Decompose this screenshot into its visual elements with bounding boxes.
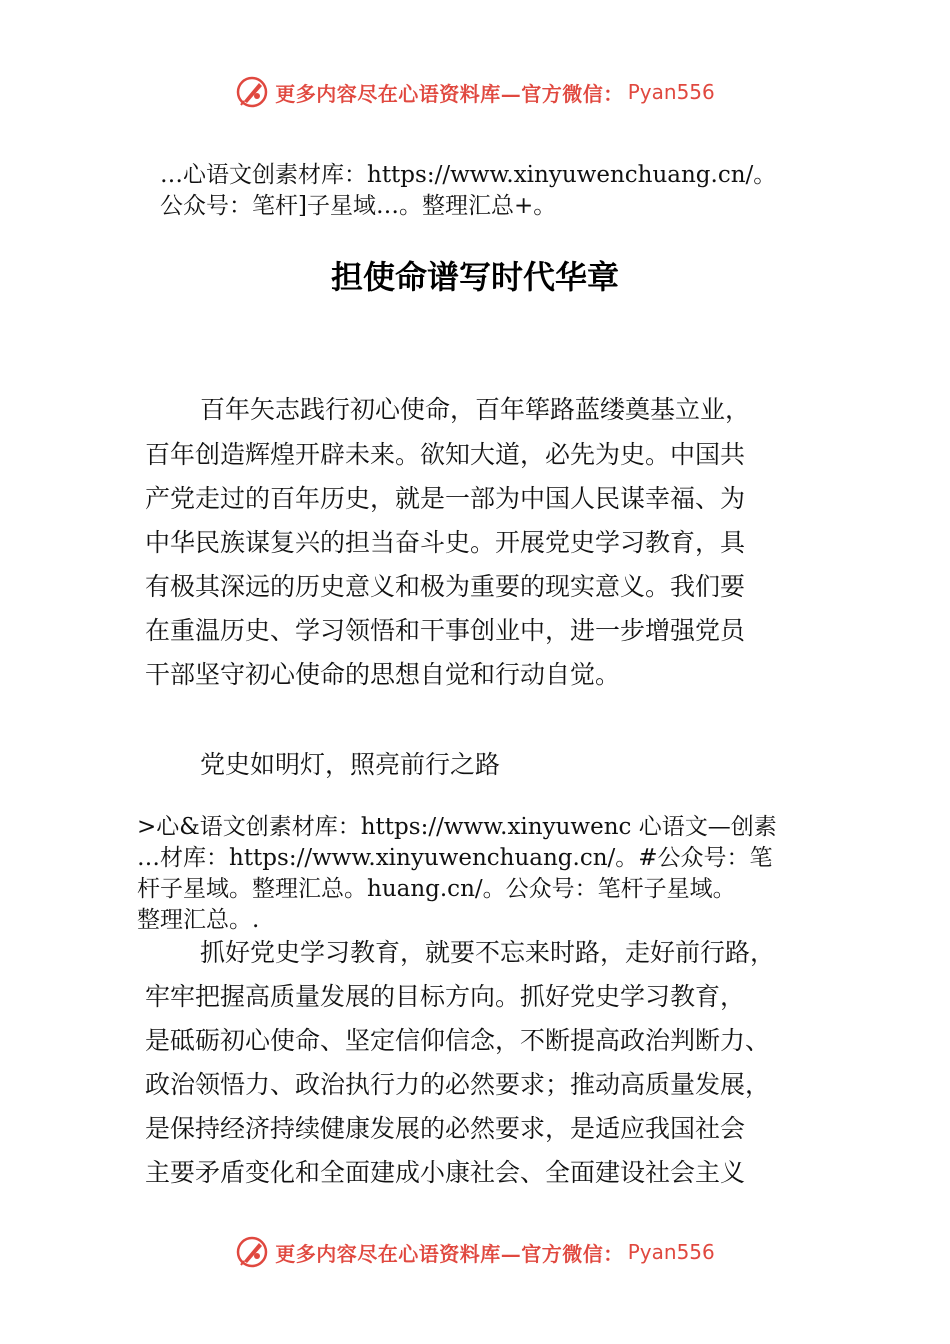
paragraph-line: 产党走过的百年历史，就是一部为中国人民谋幸福、为 [145,484,746,513]
paragraph-line: 百年矢志践行初心使命，百年筚路蓝缕奠基立业， [200,395,751,424]
top-note-line: …心语文创素材库：https://www.xinyuwenchuang.cn/。 [160,162,777,188]
banner-wechat-id: Pyan556 [627,1240,715,1264]
paragraph-line: 在重温历史、学习领悟和干事创业中，进一步增强党员 [145,616,746,645]
quill-logo-icon [235,75,269,109]
mid-note-line: 杆子星域。整理汇总。huang.cn/。公众号：笔杆子星域。 [137,876,736,902]
quill-logo-icon [235,1235,269,1269]
banner-text: 更多内容尽在心语资料库—官方微信： [275,81,624,106]
mid-note-line: 整理汇总。. [137,907,260,933]
paragraph-line: 百年创造辉煌开辟未来。欲知大道，必先为史。中国共 [145,440,746,469]
section-subheading: 党史如明灯，照亮前行之路 [200,750,501,779]
footer-banner [0,1232,950,1272]
page-title: 担使命谱写时代华章 [330,258,619,296]
paragraph-line: 有极其深远的历史意义和极为重要的现实意义。我们要 [145,572,746,601]
paragraph-line: 是砥砺初心使命、坚定信仰信念，不断提高政治判断力、 [145,1026,771,1055]
mid-note-line: >心&语文创素材库：https://www.xinyuwenc 心语文—创素 [137,814,777,840]
paragraph-line: 牢牢把握高质量发展的目标方向。抓好党史学习教育， [145,982,746,1011]
banner-wechat-id: Pyan556 [627,80,715,104]
mid-note-line: …材库：https://www.xinyuwenchuang.cn/。#公众号：笔 [137,845,773,871]
paragraph-line: 抓好党史学习教育，就要不忘来时路，走好前行路， [200,938,776,967]
paragraph-line: 主要矛盾变化和全面建成小康社会、全面建设社会主义 [145,1158,746,1187]
top-note-line: 公众号：笔杆]子星域…。整理汇总+。 [160,193,557,219]
banner-text: 更多内容尽在心语资料库—官方微信： [275,1241,624,1266]
header-banner [0,72,950,112]
paragraph-line: 中华民族谋复兴的担当奋斗史。开展党史学习教育，具 [145,528,746,557]
paragraph-line: 干部坚守初心使命的思想自觉和行动自觉。 [145,660,621,689]
paragraph-line: 政治领悟力、政治执行力的必然要求；推动高质量发展， [145,1070,771,1099]
paragraph-line: 是保持经济持续健康发展的必然要求，是适应我国社会 [145,1114,746,1143]
